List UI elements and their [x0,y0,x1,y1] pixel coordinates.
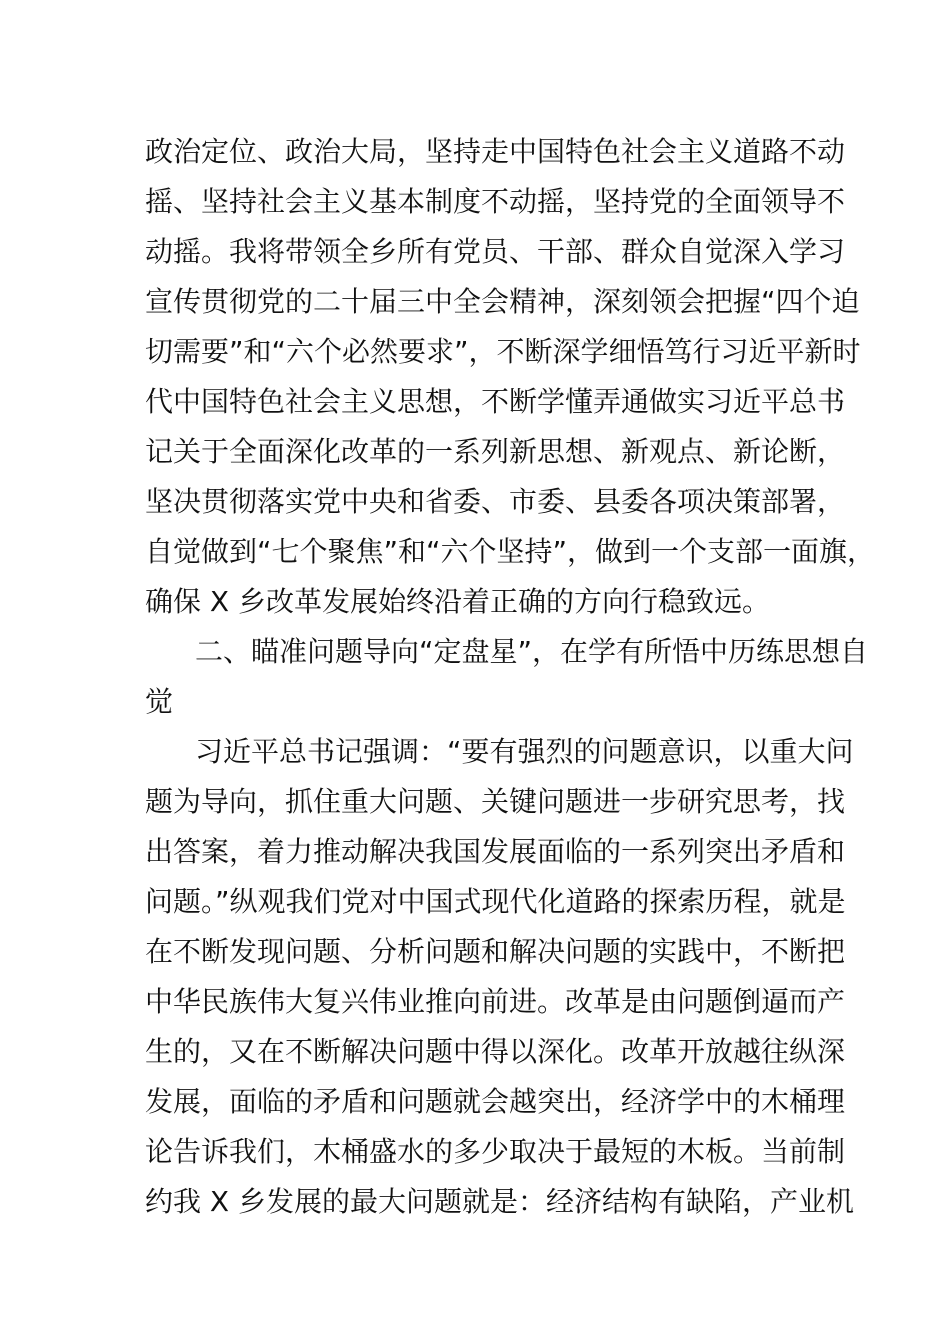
paragraph-first-line: 习近平总书记强调：“要有强烈的问题意识，以重大问 [195,735,854,768]
section-heading-continued: 觉 [145,685,174,718]
text-line: 论告诉我们，木桶盛水的多少取决于最短的木板。当前制 [145,1135,846,1168]
text-line: 问题。”纵观我们党对中国式现代化道路的探索历程，就是 [145,885,846,918]
text-line: 发展，面临的矛盾和问题就会越突出，经济学中的木桶理 [145,1085,846,1118]
text-line: 中华民族伟大复兴伟业推向前进。改革是由问题倒逼而产 [145,985,846,1018]
text-line: 坚决贯彻落实党中央和省委、市委、县委各项决策部署， [145,485,846,518]
text-line: 动摇。我将带领全乡所有党员、干部、群众自觉深入学习 [145,235,846,268]
text-line: 生的，又在不断解决问题中得以深化。改革开放越往纵深 [145,1035,846,1068]
text-line: 摇、坚持社会主义基本制度不动摇，坚持党的全面领导不 [145,185,846,218]
text-line: 代中国特色社会主义思想，不断学懂弄通做实习近平总书 [145,385,846,418]
text-line: 记关于全面深化改革的一系列新思想、新观点、新论断， [145,435,846,468]
text-line: 约我 X 乡发展的最大问题就是：经济结构有缺陷，产业机 [145,1185,854,1218]
text-line: 切需要”和“六个必然要求”，不断深学细悟笃行习近平新时 [145,335,861,368]
text-line: 题为导向，抓住重大问题、关键问题进一步研究思考，找 [145,785,846,818]
text-line: 确保 X 乡改革发展始终沿着正确的方向行稳致远。 [145,585,770,618]
text-line: 在不断发现问题、分析问题和解决问题的实践中，不断把 [145,935,846,968]
text-line: 出答案，着力推动解决我国发展面临的一系列突出矛盾和 [145,835,846,868]
text-line: 自觉做到“七个聚焦”和“六个坚持”，做到一个支部一面旗， [145,535,876,568]
text-line: 政治定位、政治大局，坚持走中国特色社会主义道路不动 [145,135,846,168]
section-heading: 二、瞄准问题导向“定盘星”，在学有所悟中历练思想自 [195,635,869,668]
text-line: 宣传贯彻党的二十届三中全会精神，深刻领会把握“四个迫 [145,285,860,318]
